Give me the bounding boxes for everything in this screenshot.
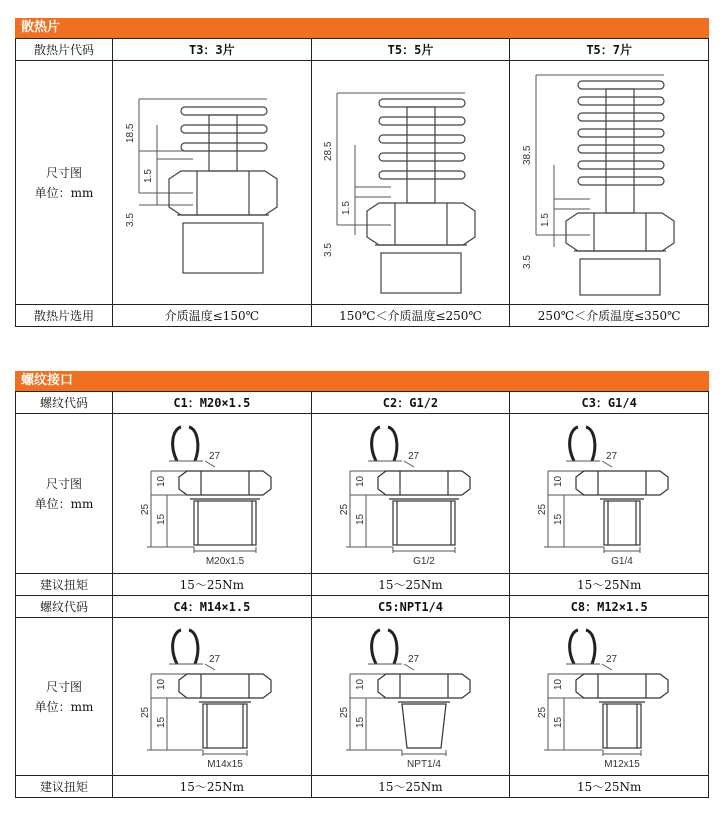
thread-code-c8: C8：M12×1.5 [510, 596, 709, 618]
dim-height: 38.5 [522, 145, 534, 165]
heatsink-table [15, 38, 709, 327]
thread-drawing-c2 [311, 414, 510, 574]
thread-fitting-drawing [113, 419, 313, 569]
heatsink-select-t5: 150℃＜介质温度≤250℃ [311, 305, 510, 327]
dim-thread-length: 15 [156, 716, 167, 728]
thread-code-c4: C4：M14×1.5 [113, 596, 312, 618]
heatsink-code-label: 散热片代码 [16, 39, 113, 61]
thread-spec-label: M20x1.5 [205, 555, 245, 567]
thread-code-c2: C2：G1/2 [311, 392, 510, 414]
thread-code-c1: C1：M20×1.5 [113, 392, 312, 414]
thread-fitting-drawing [510, 419, 710, 569]
dim-thread-length: 15 [553, 513, 565, 525]
thread-torque-c8: 15～25Nm [510, 776, 709, 798]
dim-hex-height: 10 [156, 678, 167, 690]
drawing-label: 尺寸图 [45, 476, 82, 491]
heatsink-select-t7: 250℃＜介质温度≤350℃ [510, 305, 709, 327]
thread-drawing-c4 [113, 618, 312, 776]
thread-table [15, 391, 709, 798]
thread-header: 螺纹接口 [15, 371, 709, 391]
thread-spec-label: NPT1/4 [406, 758, 441, 770]
thread-drawing-c5 [311, 618, 510, 776]
dim-base: 3.5 [124, 212, 136, 227]
heatsink-select-t3: 介质温度≤150℃ [113, 305, 312, 327]
thread-torque-c3: 15～25Nm [510, 574, 709, 596]
thread-code-label: 螺纹代码 [16, 392, 113, 414]
dim-total-height: 25 [537, 503, 549, 515]
dim-hex: 27 [407, 450, 419, 462]
unit-label: 单位：mm [34, 185, 94, 200]
thread-spec-label: G1/2 [412, 555, 435, 567]
thread-fitting-drawing [312, 419, 512, 569]
heatsink-5-fin-drawing [315, 65, 505, 301]
dim-hex: 27 [407, 653, 419, 665]
thread-torque-c1: 15～25Nm [113, 574, 312, 596]
dim-hex: 27 [209, 450, 221, 462]
thread-drawing-c1 [113, 414, 312, 574]
dim-hex: 27 [606, 450, 618, 462]
dim-gap: 1.5 [142, 168, 154, 183]
heatsink-drawing-label [16, 61, 113, 305]
dim-gap: 1.5 [341, 200, 353, 215]
dim-total-height: 25 [338, 706, 350, 718]
dim-hex: 27 [209, 653, 221, 665]
dim-thread-length: 15 [354, 513, 366, 525]
heatsink-code-t3: T3：3片 [113, 39, 312, 61]
thread-fitting-drawing [312, 622, 512, 772]
dim-base: 3.5 [522, 254, 534, 269]
thread-drawing-label-row2 [16, 618, 113, 776]
thread-code-label-row2: 螺纹代码 [16, 596, 113, 618]
heatsink-drawing-t7 [510, 61, 709, 305]
dim-thread-length: 15 [553, 716, 565, 728]
dim-total-height: 25 [140, 706, 151, 718]
thread-spec-label: M14x15 [207, 758, 243, 770]
dim-hex-height: 10 [156, 475, 167, 487]
heatsink-drawing-t5 [311, 61, 510, 305]
dim-height: 18.5 [124, 123, 136, 143]
dim-hex-height: 10 [354, 475, 366, 487]
thread-torque-c5: 15～25Nm [311, 776, 510, 798]
heatsink-code-t7: T5：7片 [510, 39, 709, 61]
heatsink-select-label: 散热片选用 [16, 305, 113, 327]
thread-drawing-label-row1 [16, 414, 113, 574]
dim-total-height: 25 [140, 503, 151, 515]
dim-gap: 1.5 [540, 212, 552, 227]
heatsink-3-fin-drawing [117, 65, 307, 301]
thread-torque-label-row1: 建议扭矩 [16, 574, 113, 596]
thread-torque-label-row2: 建议扭矩 [16, 776, 113, 798]
dim-hex-height: 10 [553, 475, 565, 487]
dim-height: 28.5 [323, 141, 335, 161]
thread-drawing-c3 [510, 414, 709, 574]
heatsink-section [15, 18, 709, 327]
thread-code-c3: C3：G1/4 [510, 392, 709, 414]
thread-spec-label: G1/4 [611, 555, 634, 567]
heatsink-header: 散热片 [15, 18, 709, 38]
thread-drawing-c8 [510, 618, 709, 776]
dim-hex-height: 10 [354, 678, 366, 690]
thread-section [15, 371, 709, 798]
thread-fitting-drawing [113, 622, 313, 772]
drawing-label: 尺寸图 [45, 679, 82, 694]
thread-code-c5: C5:NPT1/4 [311, 596, 510, 618]
unit-label: 单位：mm [34, 496, 94, 511]
heatsink-code-t5: T5：5片 [311, 39, 510, 61]
thread-torque-c2: 15～25Nm [311, 574, 510, 596]
drawing-label: 尺寸图 [45, 165, 82, 180]
dim-hex: 27 [606, 653, 618, 665]
dim-hex-height: 10 [553, 678, 565, 690]
dim-thread-length: 15 [156, 513, 167, 525]
thread-torque-c4: 15～25Nm [113, 776, 312, 798]
heatsink-drawing-t3 [113, 61, 312, 305]
dim-total-height: 25 [537, 706, 549, 718]
unit-label: 单位：mm [34, 699, 94, 714]
heatsink-7-fin-drawing [514, 65, 704, 301]
dim-thread-length: 15 [354, 716, 366, 728]
thread-fitting-drawing [510, 622, 710, 772]
thread-spec-label: M12x15 [604, 758, 641, 770]
dim-base: 3.5 [323, 242, 335, 257]
dim-total-height: 25 [338, 503, 350, 515]
